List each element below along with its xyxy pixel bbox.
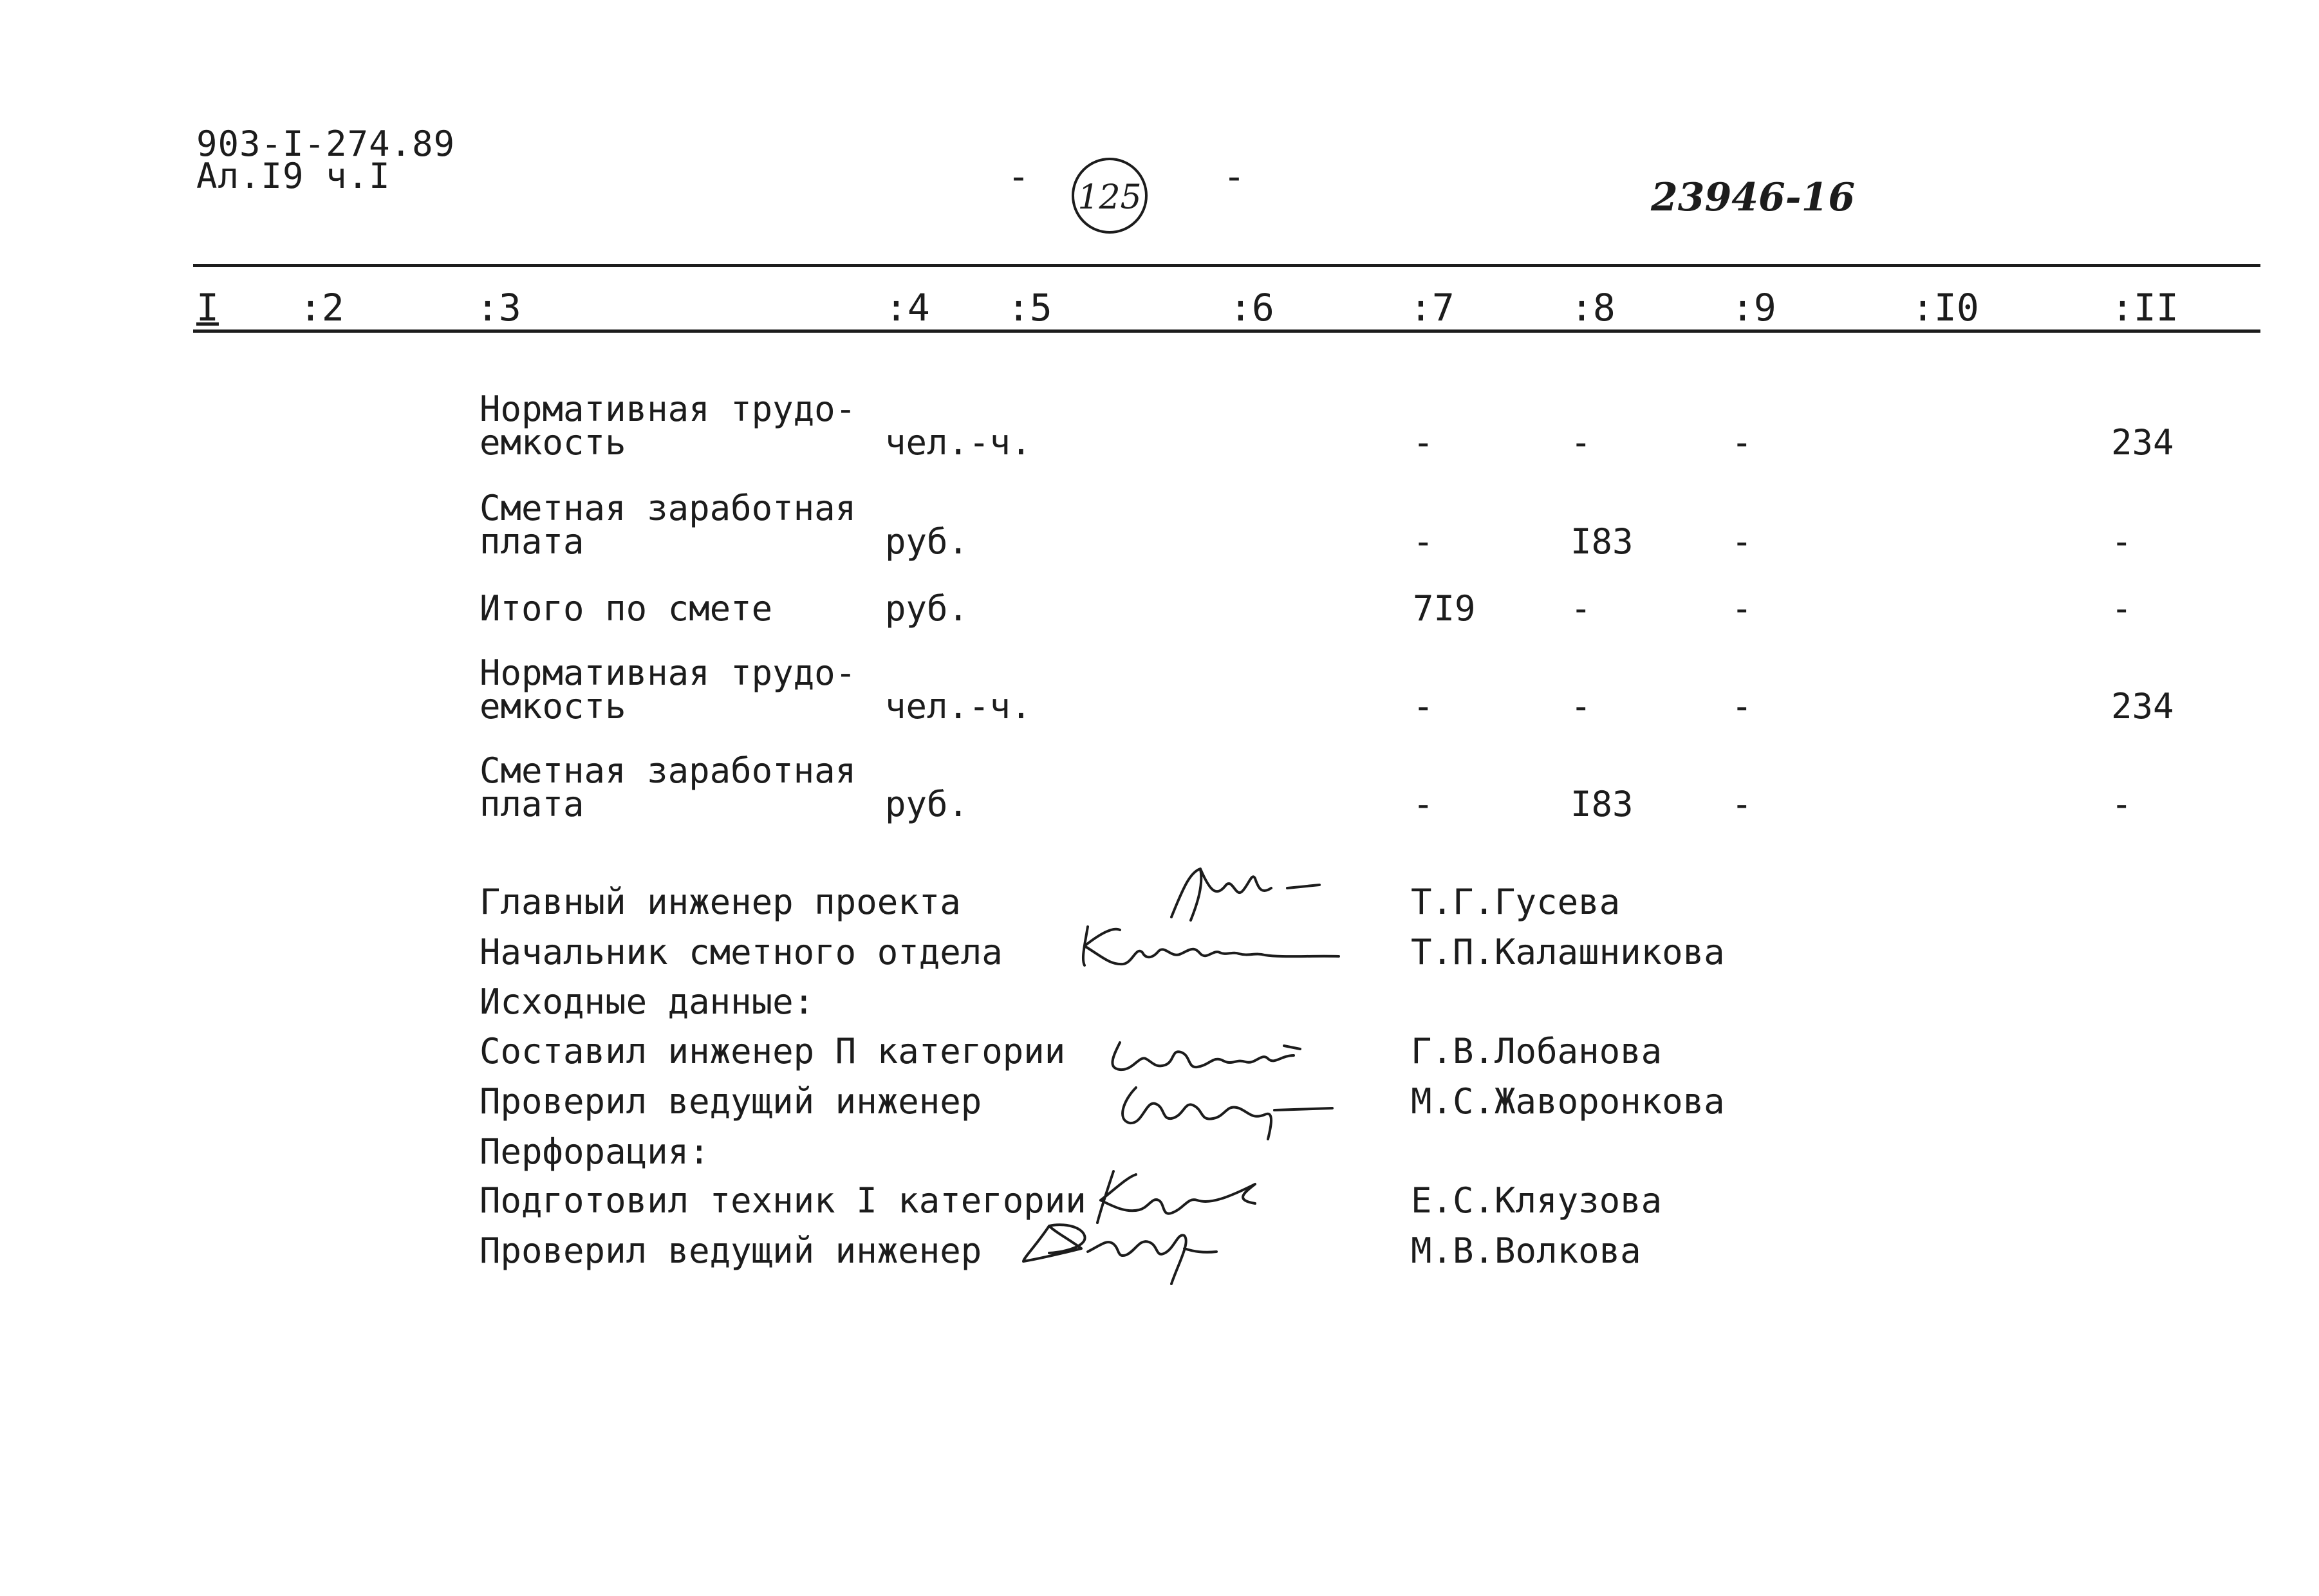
row-1-name-line2: емкость (480, 422, 626, 463)
row-3-col8: - (1570, 588, 1592, 629)
row-3-col11: - (2111, 588, 2132, 629)
signature-name-4: Г.В.Лобанова (1411, 1031, 1662, 1072)
signature-role-3: Исходные данные: (480, 981, 815, 1022)
signature-role-8: Проверил ведущий инженер (480, 1230, 982, 1271)
column-header-9: :9 (1731, 286, 1776, 329)
column-header-11: :II (2111, 286, 2179, 329)
table-top-rule (193, 264, 2260, 267)
row-1-col7: - (1413, 422, 1434, 463)
handwritten-signature-8 (1010, 1213, 1229, 1297)
signature-name-8: М.В.Волкова (1411, 1230, 1641, 1271)
header-dash-left: - (1007, 154, 1030, 198)
handwritten-signature-2 (1075, 920, 1345, 972)
inventory-number: 23946-16 (1651, 175, 1856, 220)
row-1-col8: - (1570, 422, 1592, 463)
signature-name-7: Е.С.Кляузова (1411, 1180, 1662, 1221)
column-header-10: :I0 (1912, 286, 1979, 329)
row-5-col11: - (2111, 784, 2132, 824)
signature-role-1: Главный инженер проекта (480, 882, 961, 922)
row-3-name-line1: Итого по смете (480, 588, 773, 629)
row-4-col8: - (1570, 686, 1592, 727)
row-2-col7: - (1413, 521, 1434, 562)
signature-role-7: Подготовил техник I категории (480, 1180, 1086, 1221)
row-5-unit: руб. (885, 784, 969, 824)
page-number-circle (1072, 158, 1148, 234)
row-3-unit: руб. (885, 588, 969, 629)
row-5-name-line2: плата (480, 784, 584, 824)
row-5-col7: - (1413, 784, 1434, 824)
row-4-col11: 234 (2111, 686, 2174, 727)
row-1-col11: 234 (2111, 422, 2174, 463)
signature-role-2: Начальник сметного отдела (480, 932, 1003, 972)
row-5-col9: - (1731, 784, 1753, 824)
row-2-col9: - (1731, 521, 1753, 562)
column-header-8: :8 (1570, 286, 1616, 329)
column-header-3: :3 (476, 286, 521, 329)
row-3-col9: - (1731, 588, 1753, 629)
document-code: 903-I-274.89 (196, 124, 456, 164)
row-1-name-line1: Нормативная трудо- (480, 389, 857, 429)
column-header-1: I (196, 286, 219, 329)
signature-name-1: Т.Г.Гусева (1411, 882, 1621, 922)
signature-role-6: Перфорация: (480, 1131, 710, 1172)
column-header-7: :7 (1410, 286, 1455, 329)
row-2-name-line2: плата (480, 521, 584, 562)
column-header-2: :2 (299, 286, 344, 329)
handwritten-signature-1 (1165, 859, 1332, 930)
row-2-col11: - (2111, 521, 2132, 562)
column-header-6: :6 (1229, 286, 1274, 329)
signature-name-2: Т.П.Калашникова (1411, 932, 1725, 972)
row-4-unit: чел.-ч. (885, 686, 1032, 727)
row-4-col9: - (1731, 686, 1753, 727)
column-header-5: :5 (1007, 286, 1052, 329)
row-4-col7: - (1413, 686, 1434, 727)
handwritten-signature-5 (1110, 1068, 1342, 1146)
row-4-name-line2: емкость (480, 686, 626, 727)
row-3-col7: 7I9 (1413, 588, 1476, 629)
row-2-name-line1: Сметная заработная (480, 488, 857, 528)
row-2-col8: I83 (1570, 521, 1634, 562)
signature-role-5: Проверил ведущий инженер (480, 1081, 982, 1122)
signature-role-4: Составил инженер П категории (480, 1031, 1066, 1072)
row-1-col9: - (1731, 422, 1753, 463)
header-dash-right: - (1223, 154, 1245, 198)
column-header-4: :4 (885, 286, 930, 329)
table-header-rule (193, 329, 2260, 333)
row-5-col8: I83 (1570, 784, 1634, 824)
row-2-unit: руб. (885, 521, 969, 562)
page-number: 125 (1077, 178, 1142, 217)
row-1-unit: чел.-ч. (885, 422, 1032, 463)
album-label: Ал.I9 ч.I (196, 156, 391, 196)
row-4-name-line1: Нормативная трудо- (480, 653, 857, 693)
signature-name-5: М.С.Жаворонкова (1411, 1081, 1725, 1122)
row-5-name-line1: Сметная заработная (480, 750, 857, 791)
